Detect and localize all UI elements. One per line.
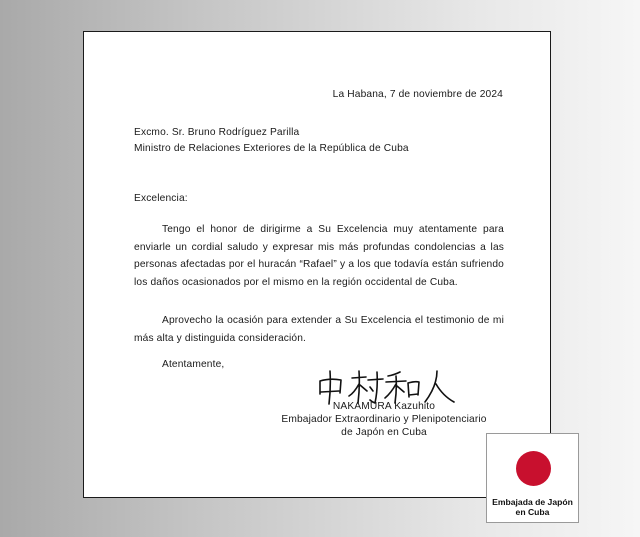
letter-page xyxy=(83,31,551,498)
japan-flag-icon xyxy=(516,451,551,486)
letter-date: La Habana, 7 de noviembre de 2024 xyxy=(332,89,503,100)
signer-title-line-2: de Japón en Cuba xyxy=(341,427,427,438)
body-paragraph-2: Aprovecho la ocasión para extender a Su Excelencia el testimonio de mi más alta y distinguida consideración. xyxy=(134,315,504,344)
signer-name: NAKAMURA Kazuhito xyxy=(332,401,436,412)
recipient-title: Ministro de Relaciones Exteriores de la República de Cuba xyxy=(134,143,409,154)
embassy-label-line-2: en Cuba xyxy=(515,506,550,517)
closing: Atentamente, xyxy=(162,359,225,370)
embassy-logo xyxy=(486,433,579,523)
embassy-label-line-1: Embajada de Japón xyxy=(492,497,573,507)
recipient-name: Excmo. Sr. Bruno Rodríguez Parilla xyxy=(134,127,300,138)
embassy-label xyxy=(487,498,578,517)
signer-title-line-1: Embajador Extraordinario y Plenipotenciario xyxy=(281,414,487,425)
salutation: Excelencia: xyxy=(134,193,188,204)
body-paragraph-1: Tengo el honor de dirigirme a Su Excelencia muy atentamente para enviarle un cordial saludo y expresar mis más profundas condolencias a las personas afectadas por el huracán “Rafael” y a los que todavía están sufriendo los daños ocasionados por el mismo en la región occidental de Cuba. xyxy=(134,224,504,288)
recipient-block xyxy=(134,125,409,157)
